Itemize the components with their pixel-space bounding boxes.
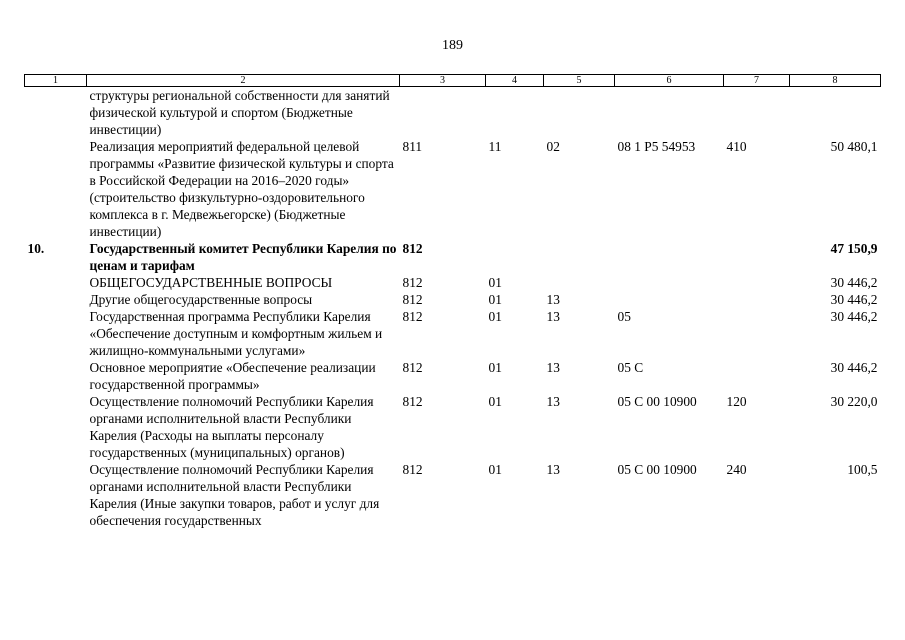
item-name: Осуществление полномочий Республики Карелия органами исполнительной власти Республики Карелия (Иные закупки товаров, работ и услуг для обеспечения государственных (89, 462, 380, 528)
section-code: 01 (488, 309, 502, 324)
subsection-code (544, 87, 615, 139)
row-number (25, 87, 87, 139)
item-name: Реализация мероприятий федеральной целевой программы «Развитие физической культуры и спорта в Российской Федерации на 2016–2020 годы» (строительство физкультурно-оздоровительного комплекса в г. Медвежьегорске) (Бюджетные инвестиции) (89, 139, 394, 239)
column-header: 6 (615, 75, 724, 87)
expense-type-code (724, 240, 790, 274)
expense-type-code: 120 (726, 394, 747, 409)
ministry-code: 811 (402, 139, 423, 154)
row-number (25, 291, 87, 308)
amount (790, 87, 881, 139)
amount: 30 446,2 (830, 275, 878, 290)
column-header: 8 (790, 75, 881, 87)
amount: 30 220,0 (830, 394, 878, 409)
ministry-code: 812 (402, 360, 423, 375)
item-name: Осуществление полномочий Республики Карелия органами исполнительной власти Республики Карелия (Расходы на выплаты персоналу государственных (муниципальных) органов) (89, 394, 374, 460)
amount: 30 446,2 (830, 360, 878, 375)
column-header: 7 (724, 75, 790, 87)
subsection-code: 13 (546, 462, 560, 477)
ministry-code: 812 (402, 309, 423, 324)
row-number: 10. (27, 241, 45, 256)
item-name: Основное мероприятие «Обеспечение реализации государственной программы» (89, 360, 376, 392)
expense-type-code (724, 308, 790, 359)
row-number (25, 308, 87, 359)
amount: 30 446,2 (830, 292, 878, 307)
amount: 47 150,9 (830, 241, 878, 256)
ministry-code: 812 (402, 241, 423, 256)
table-row (25, 393, 881, 461)
column-header: 3 (400, 75, 486, 87)
table-row (25, 274, 881, 291)
item-name: ОБЩЕГОСУДАРСТВЕННЫЕ ВОПРОСЫ (89, 275, 333, 290)
expense-type-code: 240 (726, 462, 747, 477)
column-number-header (25, 75, 881, 87)
table-row (25, 87, 881, 139)
column-header: 4 (486, 75, 544, 87)
target-article-code (615, 240, 724, 274)
ministry-code: 812 (402, 462, 423, 477)
budget-table (24, 74, 881, 529)
subsection-code: 02 (546, 139, 560, 154)
section-code (486, 240, 544, 274)
target-article-code (615, 291, 724, 308)
table-row (25, 291, 881, 308)
expense-type-code (724, 87, 790, 139)
table-row (25, 461, 881, 529)
subsection-code: 13 (546, 309, 560, 324)
row-number (25, 461, 87, 529)
column-header: 1 (25, 75, 87, 87)
column-header: 5 (544, 75, 615, 87)
item-name: Другие общегосударственные вопросы (89, 292, 313, 307)
table-row (25, 138, 881, 240)
target-article-code (615, 87, 724, 139)
target-article-code: 05 (617, 309, 631, 324)
subsection-code: 13 (546, 394, 560, 409)
section-code: 01 (488, 462, 502, 477)
item-name: Государственный комитет Республики Карелия по ценам и тарифам (89, 241, 397, 273)
section-code: 01 (488, 275, 502, 290)
expense-type-code (724, 274, 790, 291)
expense-type-code: 410 (726, 139, 747, 154)
section-code (486, 87, 544, 139)
table-row (25, 308, 881, 359)
column-header: 2 (87, 75, 400, 87)
target-article-code (615, 274, 724, 291)
row-number (25, 138, 87, 240)
amount: 30 446,2 (830, 309, 878, 324)
target-article-code: 05 С 00 10900 (617, 462, 697, 477)
table-body (25, 87, 881, 530)
ministry-code: 812 (402, 394, 423, 409)
section-code: 01 (488, 394, 502, 409)
expense-type-code (724, 291, 790, 308)
amount: 100,5 (847, 462, 878, 477)
section-code: 11 (488, 139, 502, 154)
page-number: 189 (442, 38, 463, 53)
target-article-code: 05 С (617, 360, 644, 375)
amount: 50 480,1 (830, 139, 878, 154)
section-code: 01 (488, 292, 502, 307)
subsection-code: 13 (546, 360, 560, 375)
table-row (25, 359, 881, 393)
item-name: структуры региональной собственности для занятий физической культурой и спортом (Бюджетные инвестиции) (89, 88, 390, 137)
expense-type-code (724, 359, 790, 393)
ministry-code (400, 87, 486, 139)
item-name: Государственная программа Республики Карелия «Обеспечение доступным и комфортным жильем и жилищно-коммунальными услугами» (89, 309, 383, 358)
target-article-code: 08 1 Р5 54953 (617, 139, 696, 154)
table-row (25, 240, 881, 274)
row-number (25, 393, 87, 461)
target-article-code: 05 С 00 10900 (617, 394, 697, 409)
section-code: 01 (488, 360, 502, 375)
subsection-code: 13 (546, 292, 560, 307)
subsection-code (544, 274, 615, 291)
row-number (25, 359, 87, 393)
subsection-code (544, 240, 615, 274)
ministry-code: 812 (402, 275, 423, 290)
row-number (25, 274, 87, 291)
ministry-code: 812 (402, 292, 423, 307)
